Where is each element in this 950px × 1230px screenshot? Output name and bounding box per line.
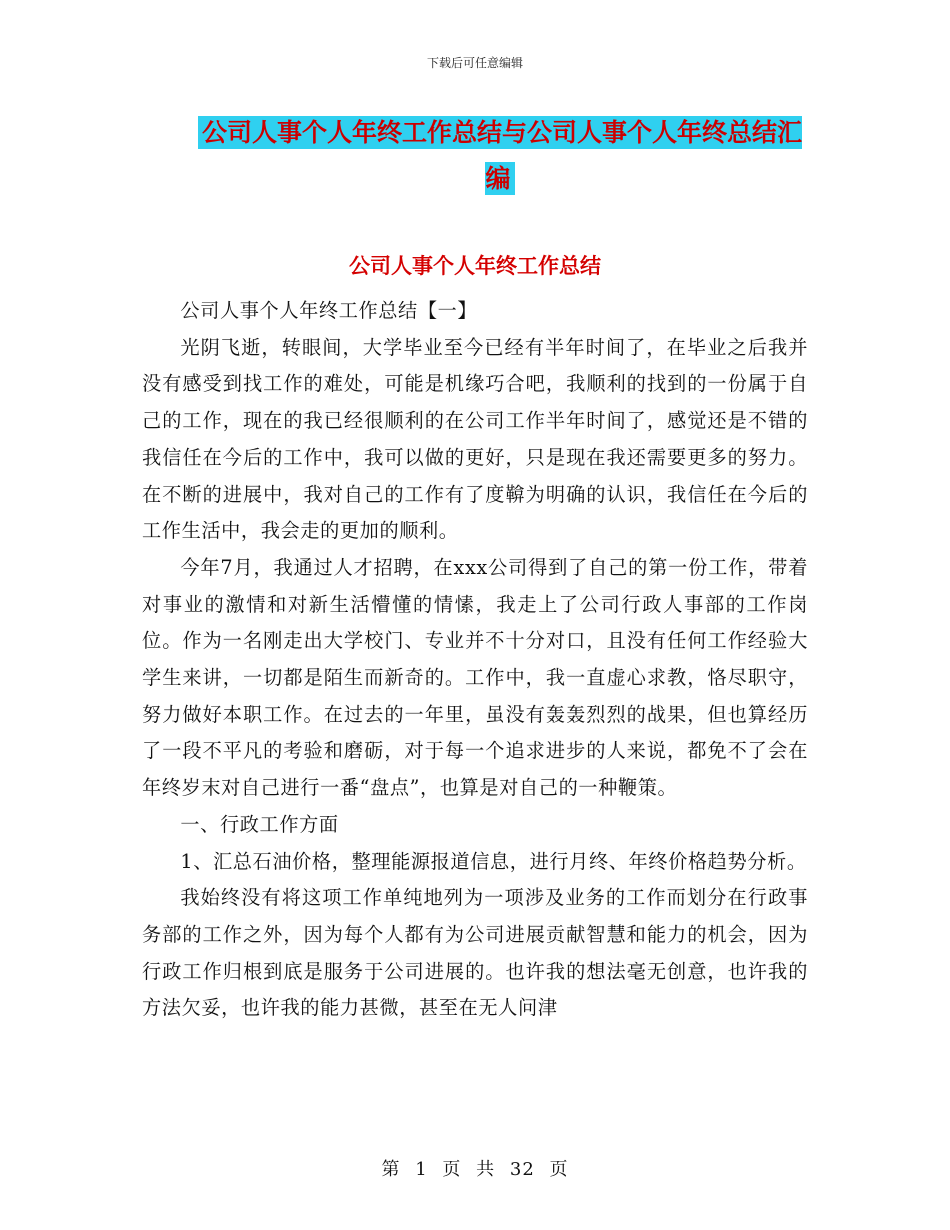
- document-title: [190, 110, 810, 202]
- page-footer: [0, 1155, 950, 1181]
- page-label-suffix: 页: [549, 1159, 569, 1180]
- page-label-prefix: 第: [381, 1159, 401, 1180]
- page-header-note: 下载后可任意编辑: [426, 56, 523, 70]
- total-pages: 32: [509, 1159, 535, 1180]
- document-title-text: 公司人事个人年终工作总结与公司人事个人年终总结汇编: [198, 116, 802, 195]
- subheading: 公司人事个人年终工作总结【一】: [180, 299, 478, 322]
- document-body: [142, 293, 808, 1027]
- paragraph: 光阴飞逝，转眼间，大学毕业至今已经有半年时间了，在毕业之后我并没有感受到找工作的难处，可能是机缘巧合吧，我顺利的找到的一份属于自己的工作，现在的我已经很顺利的在公司工作半年时间了，感觉还是不错的我信任在今后的工作中，我可以做的更好，只是现在我还需要更多的努力。在不断的进展中，我对自己的工作有了度鞥为明确的认识，我信任在今后的工作生活中，我会走的更加的顺利。: [142, 335, 808, 543]
- paragraph: 今年7月，我通过人才招聘，在xxx公司得到了自己的第一份工作，带着对事业的激情和对新生活懵懂的情愫，我走上了公司行政人事部的工作岗位。作为一名刚走出大学校门、专业并不十分对口，且没有任何工作经验大学生来讲，一切都是陌生而新奇的。工作中，我一直虚心求教，恪尽职守，努力做好本职工作。在过去的一年里，虽没有轰轰烈烈的战果，但也算经历了一段不平凡的考验和磨砺，对于每一个追求进步的人来说，都免不了会在年终岁末对自己进行一番“盘点”，也算是对自己的一种鞭策。: [142, 555, 808, 800]
- page-label-mid: 页: [442, 1159, 462, 1180]
- paragraph: 1、汇总石油价格，整理能源报道信息，进行月终、年终价格趋势分析。: [180, 849, 807, 873]
- page-number: 1: [415, 1159, 428, 1180]
- subheading: 一、行政工作方面: [180, 812, 339, 836]
- total-label: 共: [476, 1159, 496, 1180]
- section-title: 公司人事个人年终工作总结: [349, 254, 601, 278]
- paragraph: 我始终没有将这项工作单纯地列为一项涉及业务的工作而划分在行政事务部的工作之外，因为每个人都有为公司进展贡献智慧和能力的机会，因为行政工作归根到底是服务于公司进展的。也许我的想法毫无创意，也许我的方法欠妥，也许我的能力甚微，甚至在无人问津: [142, 886, 808, 1020]
